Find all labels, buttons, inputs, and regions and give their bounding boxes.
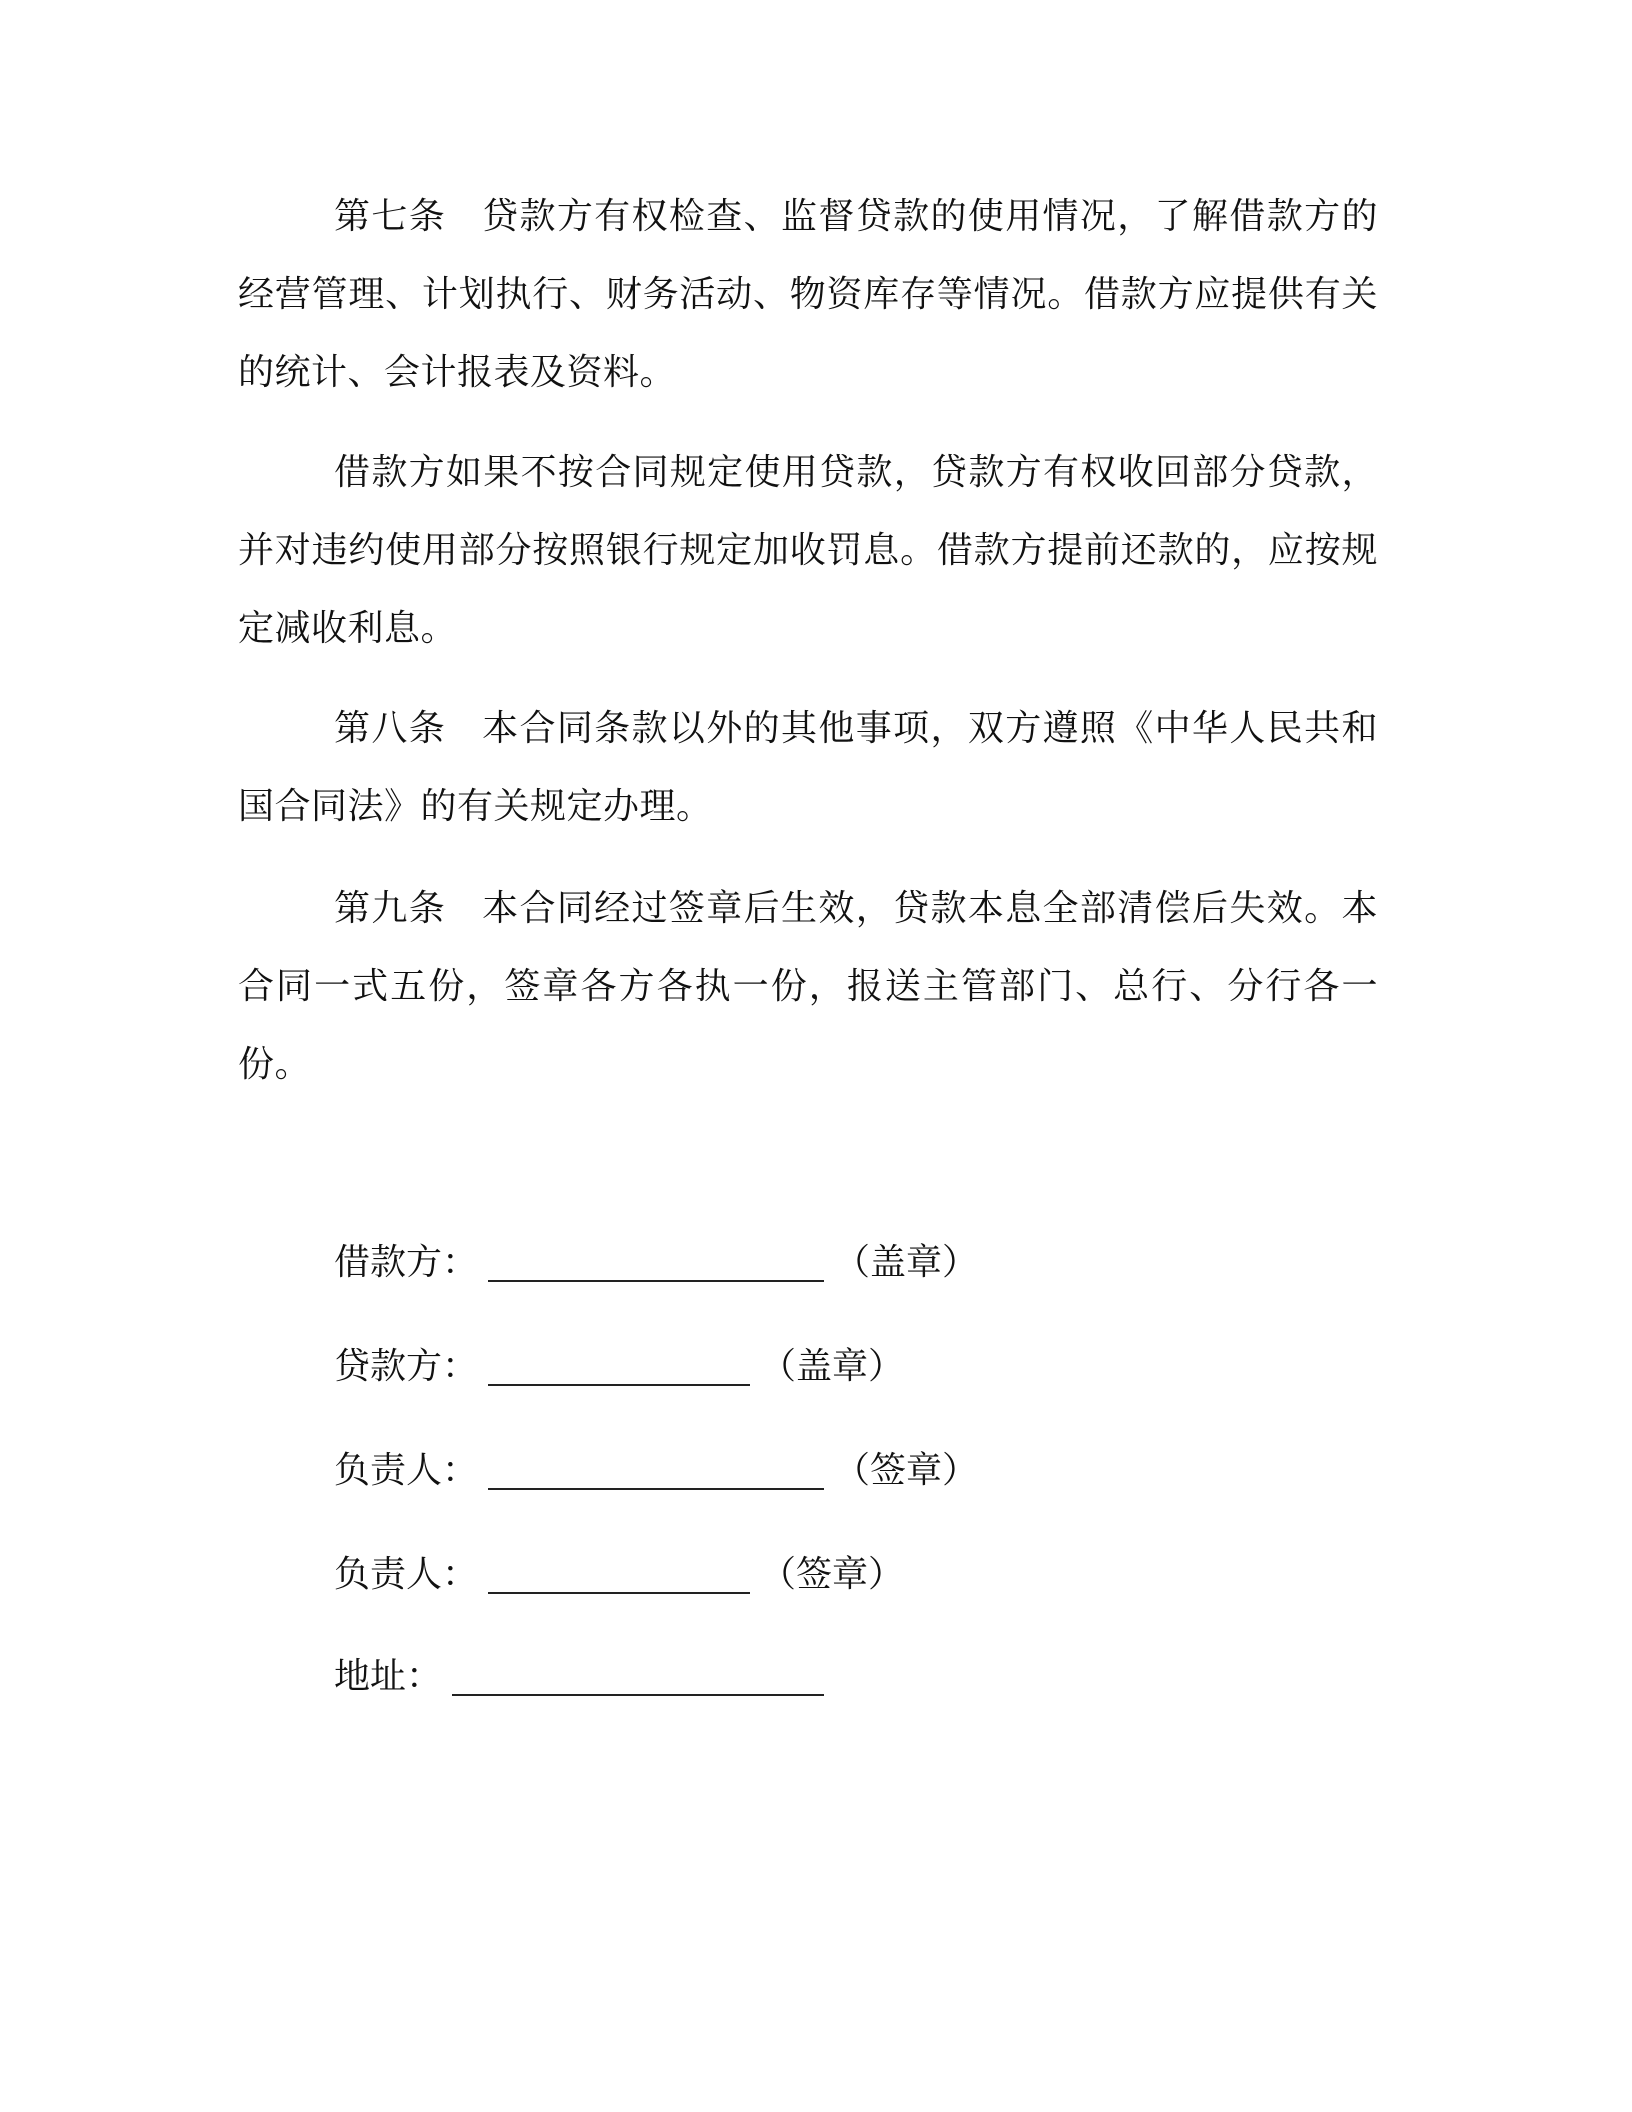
lender-label: 贷款方： [334,1346,479,1387]
address-field[interactable] [452,1656,824,1696]
clause-7-text: 贷款方有权检查、监督贷款的使用情况，了解借款方的经营管理、计划执行、财务活动、物资库存等情况。借款方应提供有关的统计、会计报表及资料。 [238,196,1378,393]
borrower-label: 借款方： [334,1242,479,1283]
address-label: 地址： [334,1656,443,1697]
clause-9-heading: 第九条 [334,888,447,929]
clause-7-paragraph-2 [238,434,1378,668]
clause-9 [238,870,1378,1104]
signature-lender [334,1342,904,1392]
responsible-1-label: 负责人： [334,1450,479,1491]
responsible-1-signature-field[interactable] [488,1450,824,1490]
borrower-signature-field[interactable] [488,1242,824,1282]
lender-signature-field[interactable] [488,1346,750,1386]
clause-8 [238,690,1378,846]
clause-9-text: 本合同经过签章后生效，贷款本息全部清偿后失效。本合同一式五份，签章各方各执一份，报送主管部门、总行、分行各一份。 [238,888,1378,1085]
clause-8-text: 本合同条款以外的其他事项，双方遵照《中华人民共和国合同法》的有关规定办理。 [238,708,1378,827]
lender-seal-note: （盖章） [760,1346,905,1387]
borrower-seal-note: （盖章） [834,1242,979,1283]
clause-7-heading: 第七条 [334,196,447,237]
clause-8-heading: 第八条 [334,708,447,749]
signature-responsible-1 [334,1446,978,1496]
signature-address [334,1652,834,1702]
signature-responsible-2 [334,1550,904,1600]
signature-borrower [334,1238,978,1288]
clause-7 [238,178,1378,412]
responsible-2-seal-note: （签章） [760,1554,905,1595]
responsible-2-label: 负责人： [334,1554,479,1595]
responsible-2-signature-field[interactable] [488,1554,750,1594]
responsible-1-seal-note: （签章） [834,1450,979,1491]
clause-7-paragraph-2-text: 借款方如果不按合同规定使用贷款，贷款方有权收回部分贷款，并对违约使用部分按照银行规定加收罚息。借款方提前还款的，应按规定减收利息。 [238,452,1378,649]
